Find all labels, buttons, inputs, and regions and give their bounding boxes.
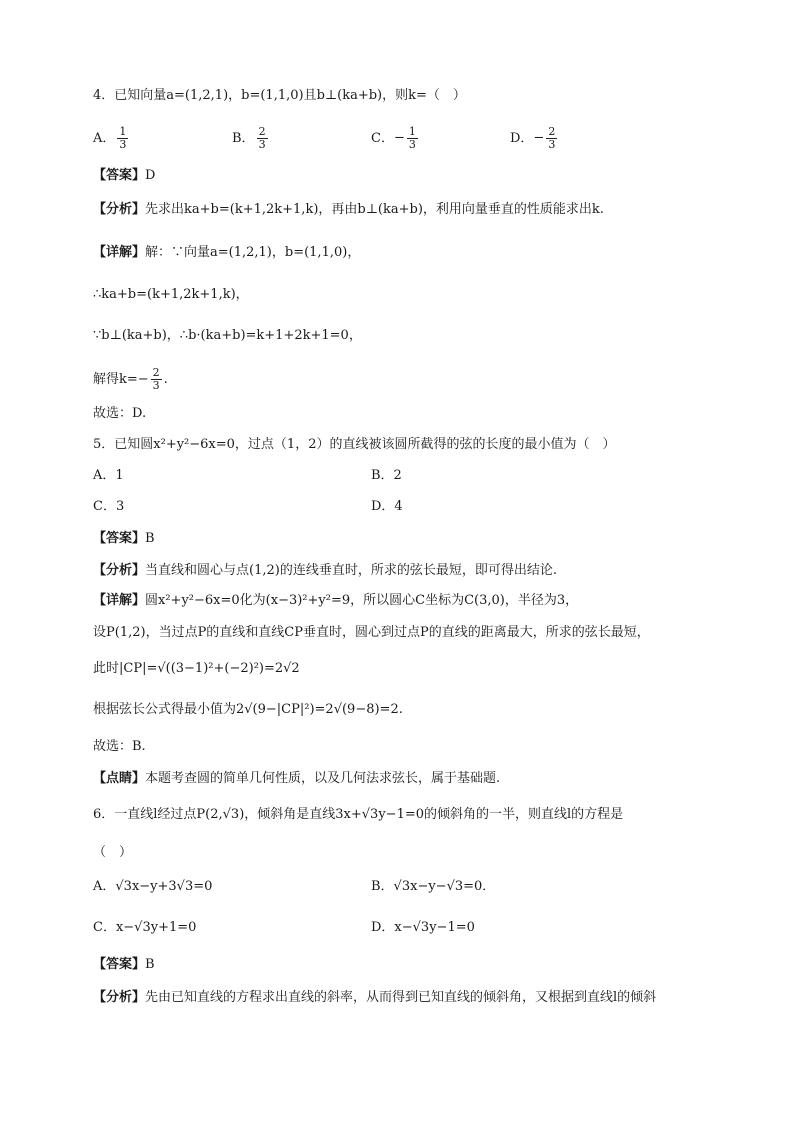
q4-option-a: A． $\frac{1}{3}$ [93, 125, 127, 151]
q5-option-d: D．4 [371, 499, 403, 514]
q4-detail-2: ∴ka+b=(k+1,2k+1,k)， [93, 287, 249, 302]
q6-option-c: C．x−√3y+1=0 [93, 920, 197, 935]
q6-option-a: A．√3x−y+3√3=0 [93, 879, 213, 894]
q4-detail-1: 【详解】解：∵向量a=(1,2,1)，b=(1,1,0)， [93, 245, 361, 260]
q6-stem: 6．一直线l经过点P(2,√3)，倾斜角是直线3x+√3y−1=0的倾斜角的一半，则直线l的方程是 [93, 807, 624, 822]
q4-detail-3: ∵b⊥(ka+b)，∴b·(ka+b)=k+1+2k+1=0， [93, 328, 362, 343]
q5-detail-1: 【详解】圆x²+y²−6x=0化为(x−3)²+y²=9，所以圆心C坐标为C(3,0)，半径为3， [93, 593, 579, 608]
q6-option-b: B．√3x−y−√3=0． [371, 879, 496, 894]
q5-option-c: C．3 [93, 499, 125, 514]
q6-option-d: D．x−√3y−1=0 [371, 920, 475, 935]
q5-option-b: B．2 [371, 468, 402, 483]
q4-option-d: D．− $\frac{2}{3}$ [510, 125, 556, 151]
q6-analysis: 【分析】先由已知直线的方程求出直线的斜率，从而得到已知直线的倾斜角，又根据到直线l的倾斜 [93, 990, 657, 1005]
q6-answer: 【答案】B [93, 957, 155, 972]
q4-detail-4: 解得k=− $\frac{2}{3}$ . [93, 366, 168, 392]
q5-analysis: 【分析】当直线和圆心与点(1,2)的连线垂直时，所求的弦长最短，即可得出结论. [93, 563, 557, 578]
q5-option-a: A．1 [93, 468, 124, 483]
q4-option-b: B． $\frac{2}{3}$ [232, 125, 266, 151]
q5-answer: 【答案】B [93, 531, 155, 546]
q4-answer: 【答案】D [93, 168, 156, 183]
q5-detail-4: 根据弦长公式得最小值为2√(9−|CP|²)=2√(9−8)=2. [93, 702, 403, 717]
q4-stem: 4．已知向量a=(1,2,1)，b=(1,1,0)且b⊥(ka+b)，则k=（ ） [93, 88, 466, 103]
q5-comment: 【点睛】本题考查圆的简单几何性质，以及几何法求弦长，属于基础题. [93, 771, 501, 786]
q5-choose: 故选：B. [93, 739, 146, 754]
q5-detail-3: 此时|CP|=√((3−1)²+(−2)²)=2√2 [93, 661, 300, 676]
q5-stem: 5．已知圆x²+y²−6x=0，过点（1，2）的直线被该圆所截得的弦的长度的最小值为（ ） [93, 437, 616, 452]
q4-choose: 故选：D. [93, 406, 147, 421]
q4-analysis: 【分析】先求出ka+b=(k+1,2k+1,k)，再由b⊥(ka+b)，利用向量垂直的性质能求出k. [93, 202, 604, 217]
q5-detail-2: 设P(1,2)，当过点P的直线和直线CP垂直时，圆心到过点P的直线的距离最大，所求的弦长最短， [93, 625, 650, 640]
q6-stem-paren: （ ） [93, 845, 133, 860]
q4-option-c: C．− $\frac{1}{3}$ [371, 125, 416, 151]
